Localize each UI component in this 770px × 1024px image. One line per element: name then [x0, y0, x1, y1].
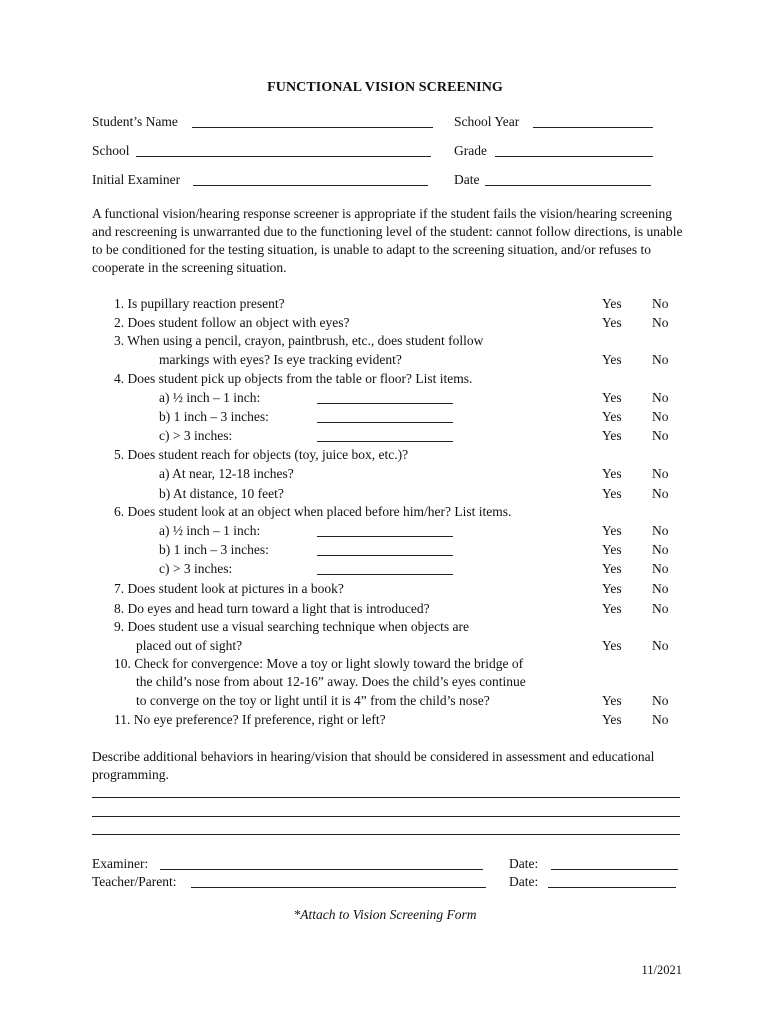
- teacher-date-label: Date:: [509, 874, 539, 889]
- school-field[interactable]: [136, 156, 431, 157]
- q10-no[interactable]: No: [652, 693, 669, 708]
- q4b-no[interactable]: No: [652, 409, 669, 424]
- q4c-no[interactable]: No: [652, 428, 669, 443]
- examiner-date-field[interactable]: [551, 869, 678, 870]
- q10-yes[interactable]: Yes: [602, 693, 622, 708]
- question-10-cont2: to converge on the toy or light until it is 4” from the child’s nose?: [136, 693, 490, 708]
- q8-no[interactable]: No: [652, 601, 669, 616]
- q11-yes[interactable]: Yes: [602, 712, 622, 727]
- q4c-yes[interactable]: Yes: [602, 428, 622, 443]
- question-4c: c) > 3 inches:: [159, 428, 233, 443]
- school-label: School: [92, 143, 130, 158]
- question-10-cont1: the child’s nose from about 12-16” away. Does the child’s eyes continue: [136, 674, 526, 689]
- question-4: 4. Does student pick up objects from the table or floor? List items.: [114, 371, 473, 386]
- question-5a: a) At near, 12-18 inches?: [159, 466, 294, 481]
- q1-yes[interactable]: Yes: [602, 296, 622, 311]
- grade-label: Grade: [454, 143, 487, 158]
- question-10: 10. Check for convergence: Move a toy or light slowly toward the bridge of: [114, 656, 524, 671]
- school-year-label: School Year: [454, 114, 520, 129]
- question-3: 3. When using a pencil, crayon, paintbrush, etc., does student follow: [114, 333, 484, 348]
- q1-no[interactable]: No: [652, 296, 669, 311]
- student-name-field[interactable]: [192, 127, 433, 128]
- question-6a: a) ½ inch – 1 inch:: [159, 523, 261, 538]
- date-field[interactable]: [485, 185, 651, 186]
- page-title: FUNCTIONAL VISION SCREENING: [267, 80, 503, 95]
- q6c-yes[interactable]: Yes: [602, 561, 622, 576]
- question-9-cont: placed out of sight?: [136, 638, 243, 653]
- examiner-label: Examiner:: [92, 856, 149, 871]
- question-5b: b) At distance, 10 feet?: [159, 486, 284, 501]
- q6a-items-field[interactable]: [317, 536, 453, 537]
- initial-examiner-label: Initial Examiner: [92, 172, 181, 187]
- describe-line-3[interactable]: [92, 834, 680, 835]
- question-2: 2. Does student follow an object with eyes?: [114, 315, 350, 330]
- q6c-no[interactable]: No: [652, 561, 669, 576]
- q8-yes[interactable]: Yes: [602, 601, 622, 616]
- footer-date: 11/2021: [641, 963, 682, 977]
- q11-no[interactable]: No: [652, 712, 669, 727]
- question-3-cont: markings with eyes? Is eye tracking evident?: [159, 352, 402, 367]
- question-1: 1. Is pupillary reaction present?: [114, 296, 285, 311]
- question-6: 6. Does student look at an object when placed before him/her? List items.: [114, 504, 512, 519]
- describe-line-2[interactable]: [92, 816, 680, 817]
- q2-no[interactable]: No: [652, 315, 669, 330]
- describe-paragraph: Describe additional behaviors in hearing/vision that should be considered in assessment and educational programming.: [92, 749, 655, 782]
- q7-yes[interactable]: Yes: [602, 581, 622, 596]
- q9-yes[interactable]: Yes: [602, 638, 622, 653]
- question-6b: b) 1 inch – 3 inches:: [159, 542, 269, 557]
- q6b-yes[interactable]: Yes: [602, 542, 622, 557]
- date-label: Date: [454, 172, 480, 187]
- teacher-date-field[interactable]: [548, 887, 676, 888]
- q6c-items-field[interactable]: [317, 574, 453, 575]
- q4c-items-field[interactable]: [317, 441, 453, 442]
- school-year-field[interactable]: [533, 127, 653, 128]
- q6b-items-field[interactable]: [317, 555, 453, 556]
- q3-no[interactable]: No: [652, 352, 669, 367]
- q4b-yes[interactable]: Yes: [602, 409, 622, 424]
- q4a-items-field[interactable]: [317, 403, 453, 404]
- question-9: 9. Does student use a visual searching technique when objects are: [114, 619, 470, 634]
- q6b-no[interactable]: No: [652, 542, 669, 557]
- question-8: 8. Do eyes and head turn toward a light that is introduced?: [114, 601, 430, 616]
- grade-field[interactable]: [495, 156, 653, 157]
- describe-line-1[interactable]: [92, 797, 680, 798]
- q2-yes[interactable]: Yes: [602, 315, 622, 330]
- q4a-no[interactable]: No: [652, 390, 669, 405]
- question-4a: a) ½ inch – 1 inch:: [159, 390, 261, 405]
- question-4b: b) 1 inch – 3 inches:: [159, 409, 269, 424]
- q9-no[interactable]: No: [652, 638, 669, 653]
- question-6c: c) > 3 inches:: [159, 561, 233, 576]
- examiner-signature-field[interactable]: [160, 869, 483, 870]
- intro-paragraph: A functional vision/hearing response screener is appropriate if the student fails the vision/hearing screening and rescreening is unwarranted due to the functioning level of the student: cannot follow directions, is unable to be conditioned for the testing situation, is unable to adapt to the screening situation, and/or refuses to cooperate in the screening situation.: [92, 206, 683, 275]
- q6a-no[interactable]: No: [652, 523, 669, 538]
- initial-examiner-field[interactable]: [193, 185, 428, 186]
- q4b-items-field[interactable]: [317, 422, 453, 423]
- question-11: 11. No eye preference? If preference, right or left?: [114, 712, 386, 727]
- examiner-date-label: Date:: [509, 856, 539, 871]
- q5a-no[interactable]: No: [652, 466, 669, 481]
- q6a-yes[interactable]: Yes: [602, 523, 622, 538]
- teacher-parent-signature-field[interactable]: [191, 887, 486, 888]
- q7-no[interactable]: No: [652, 581, 669, 596]
- teacher-parent-label: Teacher/Parent:: [92, 874, 177, 889]
- q4a-yes[interactable]: Yes: [602, 390, 622, 405]
- question-5: 5. Does student reach for objects (toy, juice box, etc.)?: [114, 447, 409, 462]
- student-name-label: Student’s Name: [92, 114, 178, 129]
- q5a-yes[interactable]: Yes: [602, 466, 622, 481]
- q3-yes[interactable]: Yes: [602, 352, 622, 367]
- attach-note: *Attach to Vision Screening Form: [293, 907, 477, 922]
- question-7: 7. Does student look at pictures in a book?: [114, 581, 344, 596]
- q5b-no[interactable]: No: [652, 486, 669, 501]
- q5b-yes[interactable]: Yes: [602, 486, 622, 501]
